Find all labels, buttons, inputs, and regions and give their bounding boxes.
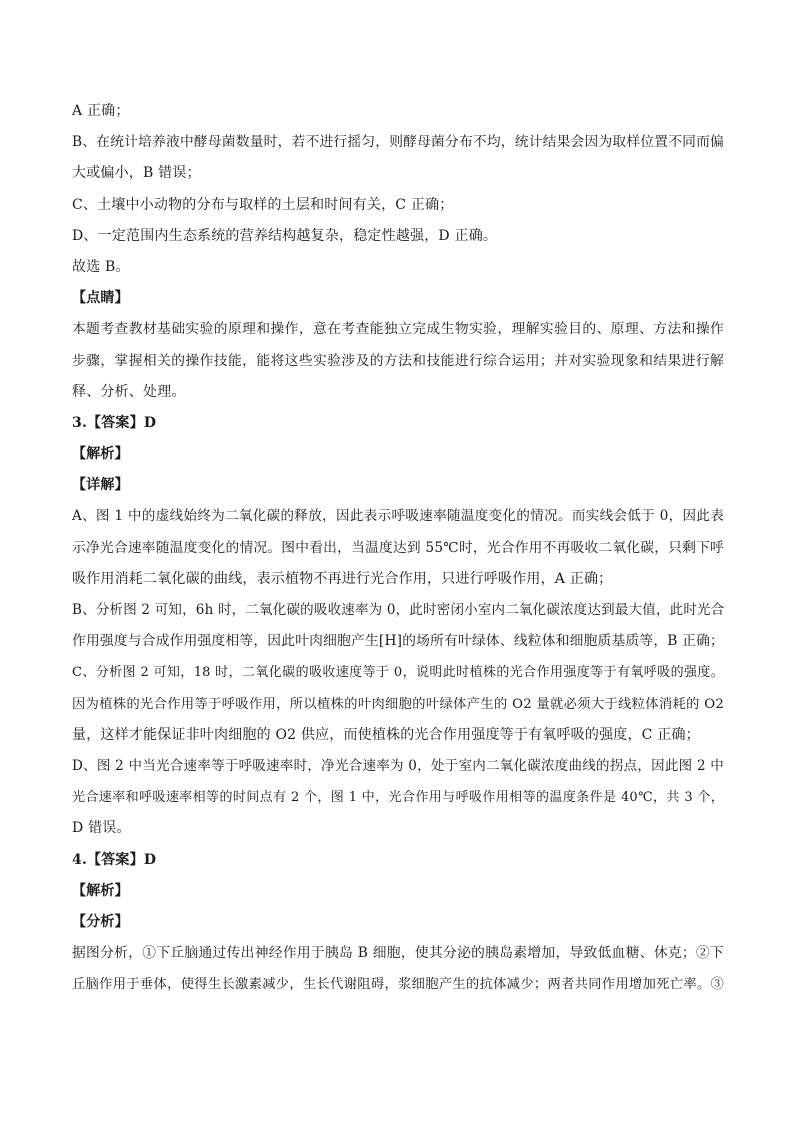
text-line: 作用强度与合成作用强度相等，因此叶肉细胞产生[H]的场所有叶绿体、线粒体和细胞质基质等，B 正确； [72,633,724,650]
section-heading: 【详解】 [72,477,129,494]
text-line: 释、分析、处理。 [72,383,186,400]
text-line: B、分析图 2 可知，6h 时，二氧化碳的吸收速率为 0，此时密闭小室内二氧化碳浓度达到最大值，此时光合 [72,602,725,618]
text-line: 据图分析，①下丘脑通过传出神经作用于胰岛 B 细胞，使其分泌的胰岛素增加，导致低血糖、休克；②下 [72,945,724,962]
text-line: D、一定范围内生态系统的营养结构越复杂，稳定性越强，D 正确。 [72,227,498,244]
text-line: 大或偏小，B 错误； [72,165,201,182]
section-heading: 【解析】 [72,882,129,899]
text-line: 量，这样才能保证非叶肉细胞的 O2 供应，而使植株的光合作用强度等于有氧呼吸的强度，C 正确； [72,726,700,743]
text-line: 故选 B。 [72,258,130,275]
text-line: B、在统计培养液中酵母菌数量时，若不进行摇匀，则酵母菌分布不均，统计结果会因为取样位置不同而偏 [72,134,725,151]
text-line: 本题考查教材基础实验的原理和操作，意在考查能独立完成生物实验，理解实验目的、原理、方法和操作 [72,321,724,338]
text-line: D 错误。 [72,820,131,837]
text-line: A 正确； [72,103,130,119]
text-line: 步骤，掌握相关的操作技能，能将这些实验涉及的方法和技能进行综合运用；并对实验现象和结果进行解 [72,352,724,369]
text-line: D、图 2 中当光合速率等于呼吸速率时，净光合速率为 0，处于室内二氧化碳浓度曲线的拐点，因此图 2 中 [72,757,724,774]
section-heading: 【点睛】 [72,290,129,307]
text-line: C、土壤中小动物的分布与取样的土层和时间有关，C 正确； [72,196,454,213]
section-heading: 【分析】 [72,913,129,930]
text-line: 丘脑作用于垂体，使得生长激素减少，生长代谢阻碍，浆细胞产生的抗体减少；两者共同作用增加死亡率。③ [72,977,724,993]
answer-heading: 4.【答案】D [72,851,157,868]
section-heading: 【解析】 [72,446,129,463]
text-line: 吸作用消耗二氧化碳的曲线，表示植物不再进行光合作用，只进行呼吸作用，A 正确； [72,570,613,587]
text-line: 因为植株的光合作用等于呼吸作用，所以植株的叶肉细胞的叶绿体产生的 O2 量就必须大于线粒体消耗的 O2 [72,696,724,712]
text-line: C、分析图 2 可知，18 时，二氧化碳的吸收速度等于 0，说明此时植株的光合作用强度等于有氧呼吸的强度。 [72,665,724,681]
document-page [72,96,724,1000]
text-line: A、图 1 中的虚线始终为二氧化碳的释放，因此表示呼吸速率随温度变化的情况。而实线会低于 0，因此表 [72,508,724,525]
text-line: 示净光合速率随温度变化的情况。图中看出，当温度达到 55℃时，光合作用不再吸收二氧化碳，只剩下呼 [72,539,724,556]
answer-heading: 3.【答案】D [72,414,157,431]
text-line: 光合速率和呼吸速率相等的时间点有 2 个，图 1 中，光合作用与呼吸作用相等的温度条件是 40℃，共 3 个， [72,790,724,806]
